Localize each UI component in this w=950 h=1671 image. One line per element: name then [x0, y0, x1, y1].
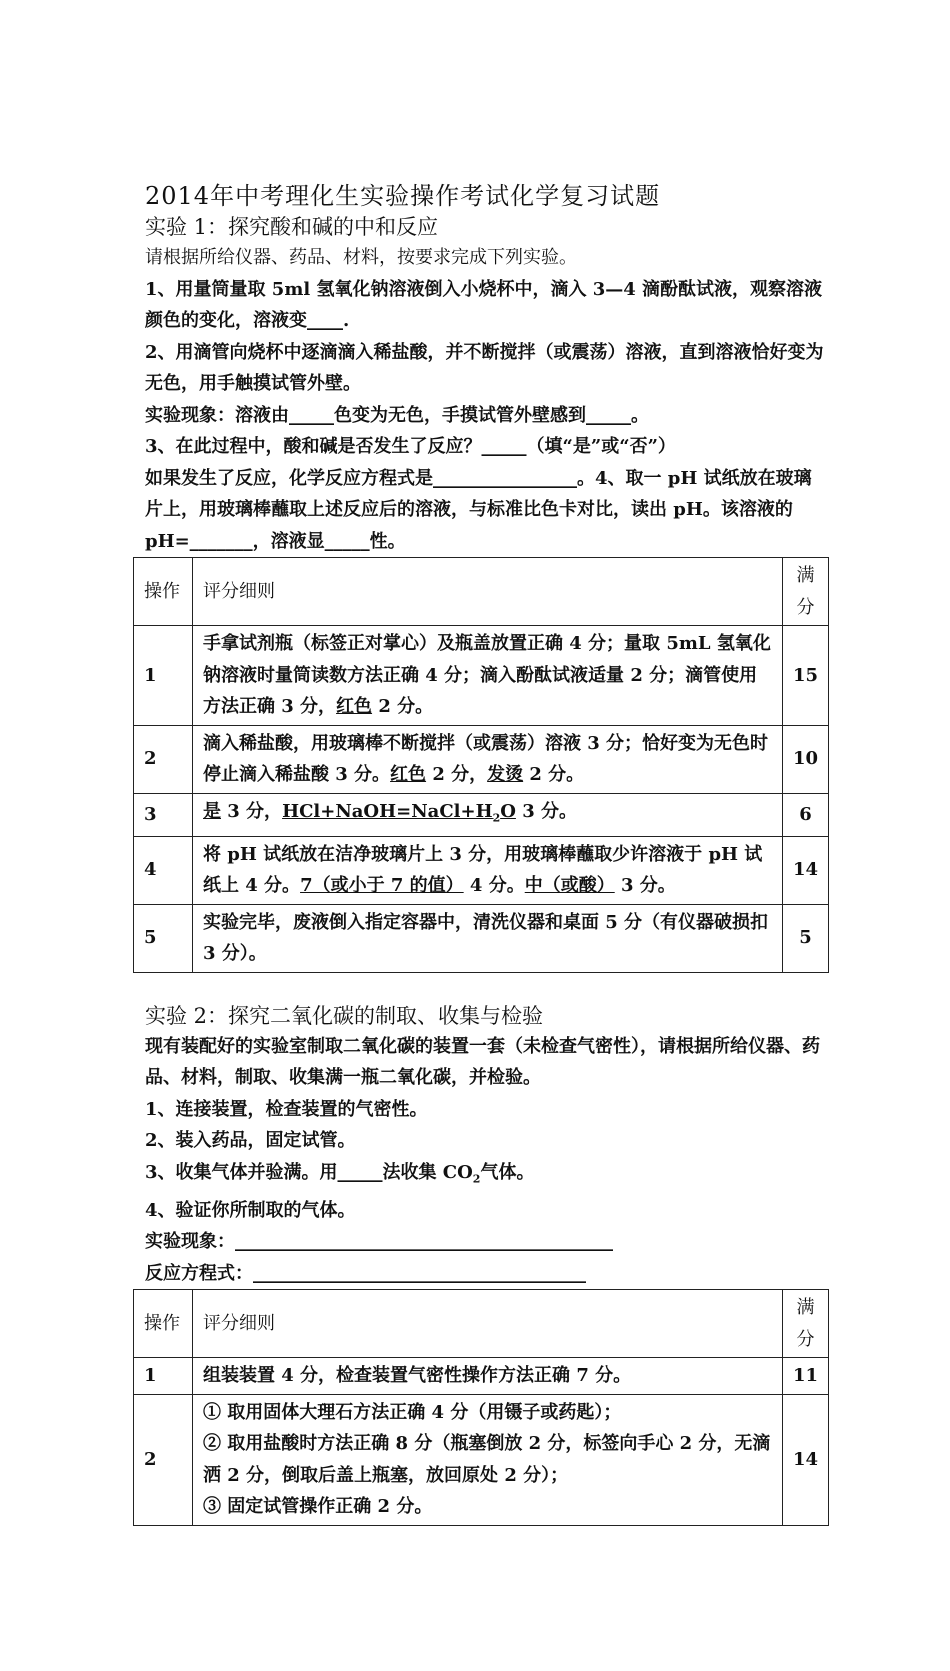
table-row	[134, 1394, 829, 1525]
table-row	[134, 836, 829, 904]
row-rule: 实验完毕，废液倒入指定容器中，清洗仪器和桌面 5 分（有仪器破损扣 3 分）。	[193, 904, 783, 972]
exp1-step1: 1、用量筒量取 5ml 氢氧化钠溶液倒入小烧杯中，滴入 3—4 滴酚酞试液，观察溶液颜色的变化，溶液变____.	[145, 278, 823, 331]
exp2-step3: 3、收集气体并验满。用_____法收集 $CO_2$气体。	[145, 1161, 535, 1186]
header-op: 操作	[134, 558, 193, 626]
header-score: 满分	[782, 558, 828, 626]
table-row	[134, 725, 829, 793]
row-score: 14	[782, 836, 828, 904]
row-rule	[193, 1394, 783, 1525]
table-row	[134, 1358, 829, 1395]
document-page	[145, 180, 825, 1526]
exp1-heading: 实验 1：探究酸和碱的中和反应	[145, 215, 439, 239]
document-title: 2014年中考理化生实验操作考试化学复习试题	[145, 182, 661, 210]
row-score: 14	[782, 1394, 828, 1525]
header-op: 操作	[134, 1290, 193, 1358]
exp1-step3b: 如果发生了反应，化学反应方程式是________________。4、取一 pH 试纸放在玻璃片上，用玻璃棒蘸取上述反应后的溶液，与标准比色卡对比，读出 pH。该溶液的 pH=_______，溶液显_____性。	[145, 467, 812, 552]
row-op: 5	[134, 904, 193, 972]
table-row	[134, 626, 829, 726]
row-op: 1	[134, 1358, 193, 1395]
row-op: 4	[134, 836, 193, 904]
rule-line-2: ② 取用盐酸时方法正确 8 分（瓶塞倒放 2 分，标签向手心 2 分，无滴洒 2 分，倒取后盖上瓶塞，放回原处 2 分）；	[203, 1433, 771, 1486]
table-header-row	[134, 558, 829, 626]
row-op: 1	[134, 626, 193, 726]
table-row	[134, 904, 829, 972]
row-rule: 是 3 分，$HCl+NaOH=NaCl+H_2O$ 3 分。	[193, 793, 783, 836]
row-score: 10	[782, 725, 828, 793]
exp1-step3: 3、在此过程中，酸和碱是否发生了反应？_____（填“是”或“否”）	[145, 436, 676, 457]
table-header-row	[134, 1290, 829, 1358]
row-op: 2	[134, 725, 193, 793]
row-score: 6	[782, 793, 828, 836]
header-rule: 评分细则	[193, 1290, 783, 1358]
row-op: 3	[134, 793, 193, 836]
exp1-step2: 2、用滴管向烧杯中逐滴滴入稀盐酸，并不断搅拌（或震荡）溶液，直到溶液恰好变为无色，用手触摸试管外壁。	[145, 341, 824, 394]
row-op: 2	[134, 1394, 193, 1525]
row-rule: 手拿试剂瓶（标签正对掌心）及瓶盖放置正确 4 分；量取 5mL 氢氧化钠溶液时量筒读数方法正确 4 分；滴入酚酞试液适量 2 分；滴管使用方法正确 3 分，红色 2 分。	[193, 626, 783, 726]
row-score: 15	[782, 626, 828, 726]
exp2-phenomenon: 实验现象：__________________________________________	[145, 1231, 613, 1253]
exp2-step1: 1、连接装置，检查装置的气密性。	[145, 1098, 428, 1120]
exp2-scoring-table	[133, 1289, 829, 1526]
header-score: 满分	[782, 1290, 828, 1358]
header-rule: 评分细则	[193, 558, 783, 626]
exp1-phenomenon: 实验现象：溶液由_____色变为无色，手摸试管外壁感到_____。	[145, 404, 649, 426]
exp2-step2: 2、装入药品，固定试管。	[145, 1130, 356, 1152]
row-rule: 组装装置 4 分，检查装置气密性操作方法正确 7 分。	[193, 1358, 783, 1395]
row-rule: 滴入稀盐酸，用玻璃棒不断搅拌（或震荡）溶液 3 分；恰好变为无色时停止滴入稀盐酸 3 分。红色 2 分，发烫 2 分。	[193, 725, 783, 793]
row-score: 5	[782, 904, 828, 972]
exp2-intro: 现有装配好的实验室制取二氧化碳的装置一套（未检查气密性），请根据所给仪器、药品、材料，制取、收集满一瓶二氧化碳，并检验。	[145, 1035, 820, 1089]
row-rule: 将 pH 试纸放在洁净玻璃片上 3 分，用玻璃棒蘸取少许溶液于 pH 试纸上 4 分。7（或小于 7 的值） 4 分。中（或酸） 3 分。	[193, 836, 783, 904]
rule-line-1: ① 取用固体大理石方法正确 4 分（用镊子或药匙）；	[203, 1401, 622, 1423]
rule-line-3: ③ 固定试管操作正确 2 分。	[203, 1496, 433, 1518]
exp2-heading: 实验 2：探究二氧化碳的制取、收集与检验	[145, 1003, 544, 1028]
table-row	[134, 793, 829, 836]
row-score: 11	[782, 1358, 828, 1395]
exp2-step4: 4、验证你所制取的气体。	[145, 1199, 356, 1221]
exp2-equation: 反应方程式：_____________________________________	[145, 1262, 586, 1284]
exp1-scoring-table	[133, 557, 829, 973]
exp1-intro: 请根据所给仪器、药品、材料，按要求完成下列实验。	[145, 247, 577, 268]
